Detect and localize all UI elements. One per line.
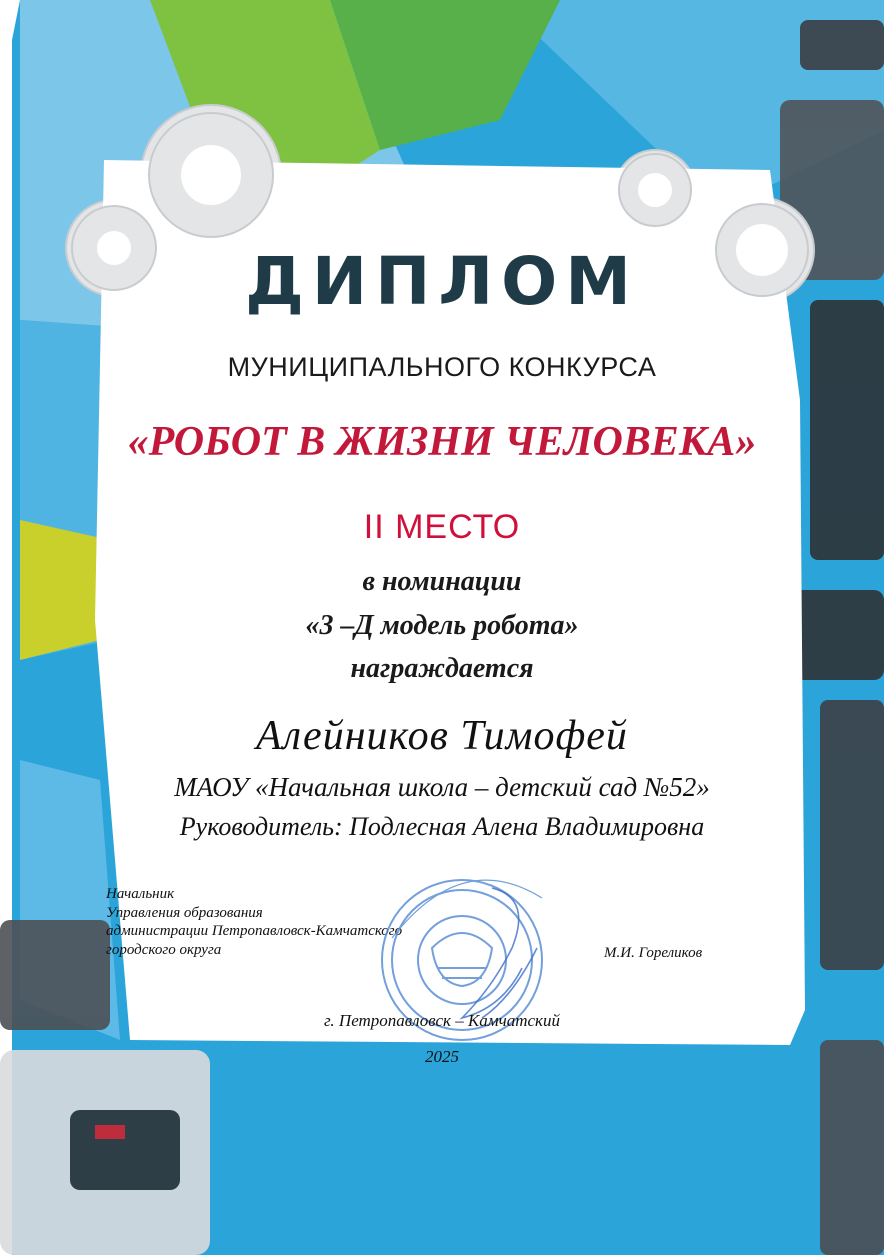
- nomination-name: «3 –Д модель робота»: [305, 610, 579, 641]
- signatory-line: городского округа: [106, 941, 222, 958]
- signatory-line: администрации Петропавловск-Камчатского: [106, 923, 403, 939]
- diploma-subtitle: МУНИЦИПАЛЬНОГО КОНКУРСА: [227, 352, 657, 382]
- signatory-title: [106, 885, 402, 959]
- city-label: г. Петропавловск – Камчатский: [324, 1011, 560, 1030]
- signatory-line: Управления образования: [106, 904, 263, 921]
- recipient-name: Алейников Тимофей: [256, 713, 628, 759]
- diploma-title: ДИПЛОМ: [245, 243, 639, 320]
- awarded-label: награждается: [350, 653, 534, 684]
- signatory-line: Начальник: [106, 886, 175, 902]
- school-name: МАОУ «Начальная школа – детский сад №52»: [174, 772, 710, 802]
- signer-name: М.И. Гореликов: [604, 945, 703, 961]
- contest-name: «РОБОТ В ЖИЗНИ ЧЕЛОВЕКА»: [127, 419, 757, 465]
- leader-name: Руководитель: Подлесная Алена Владимировна: [179, 812, 705, 841]
- place-label: II МЕСТО: [363, 508, 521, 546]
- nomination-intro: в номинации: [362, 566, 522, 597]
- year-label: 2025: [425, 1047, 459, 1066]
